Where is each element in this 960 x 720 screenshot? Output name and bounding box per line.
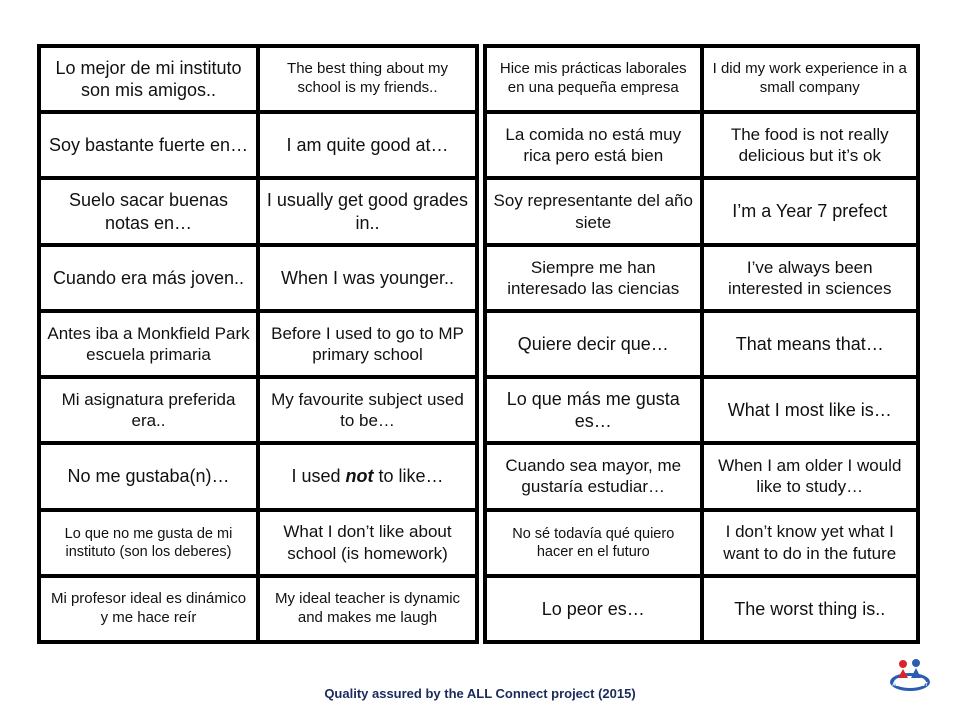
card-en-emphasis: not — [345, 466, 374, 487]
card-es: Lo que más me gusta es… — [487, 379, 700, 441]
card-es: Cuando era más joven.. — [41, 247, 256, 309]
card-es: Lo que no me gusta de mi instituto (son los deberes) — [41, 512, 256, 574]
vocab-card-grid-right — [483, 44, 920, 644]
card-en-pre: I used — [291, 466, 346, 487]
card-en: The food is not really delicious but it’s ok — [704, 114, 917, 176]
footer-credit: Quality assured by the ALL Connect project (2015) — [324, 686, 636, 701]
card-es: Mi profesor ideal es dinámico y me hace reír — [41, 578, 256, 640]
card-en — [260, 445, 475, 507]
card-es: Hice mis prácticas laborales en una pequeña empresa — [487, 48, 700, 110]
card-es: Soy representante del año siete — [487, 180, 700, 242]
card-en: The best thing about my school is my friends.. — [260, 48, 475, 110]
card-en: Before I used to go to MP primary school — [260, 313, 475, 375]
card-en: When I was younger.. — [260, 247, 475, 309]
card-es: Suelo sacar buenas notas en… — [41, 180, 256, 242]
card-es: La comida no está muy rica pero está bien — [487, 114, 700, 176]
card-es: Soy bastante fuerte en… — [41, 114, 256, 176]
card-en: I usually get good grades in.. — [260, 180, 475, 242]
card-es: Lo peor es… — [487, 578, 700, 640]
card-es: Quiere decir que… — [487, 313, 700, 375]
card-es: Cuando sea mayor, me gustaría estudiar… — [487, 445, 700, 507]
card-en: I’m a Year 7 prefect — [704, 180, 917, 242]
card-en: The worst thing is.. — [704, 578, 917, 640]
card-en: I don’t know yet what I want to do in the future — [704, 512, 917, 574]
card-en: I am quite good at… — [260, 114, 475, 176]
logo-text: ALL CONNECT — [892, 682, 928, 688]
card-en: My ideal teacher is dynamic and makes me laugh — [260, 578, 475, 640]
vocab-card-grid-left — [37, 44, 479, 644]
card-en: That means that… — [704, 313, 917, 375]
card-en-post: to like… — [373, 466, 444, 487]
card-es: Lo mejor de mi instituto son mis amigos.. — [41, 48, 256, 110]
card-es: Mi asignatura preferida era.. — [41, 379, 256, 441]
card-es: Antes iba a Monkfield Park escuela primaria — [41, 313, 256, 375]
card-en: What I don’t like about school (is homework) — [260, 512, 475, 574]
card-en: My favourite subject used to be… — [260, 379, 475, 441]
card-es: No sé todavía qué quiero hacer en el futuro — [487, 512, 700, 574]
card-en: I’ve always been interested in sciences — [704, 247, 917, 309]
card-en: What I most like is… — [704, 379, 917, 441]
card-es: No me gustaba(n)… — [41, 445, 256, 507]
card-en: I did my work experience in a small company — [704, 48, 917, 110]
card-es: Siempre me han interesado las ciencias — [487, 247, 700, 309]
card-en: When I am older I would like to study… — [704, 445, 917, 507]
